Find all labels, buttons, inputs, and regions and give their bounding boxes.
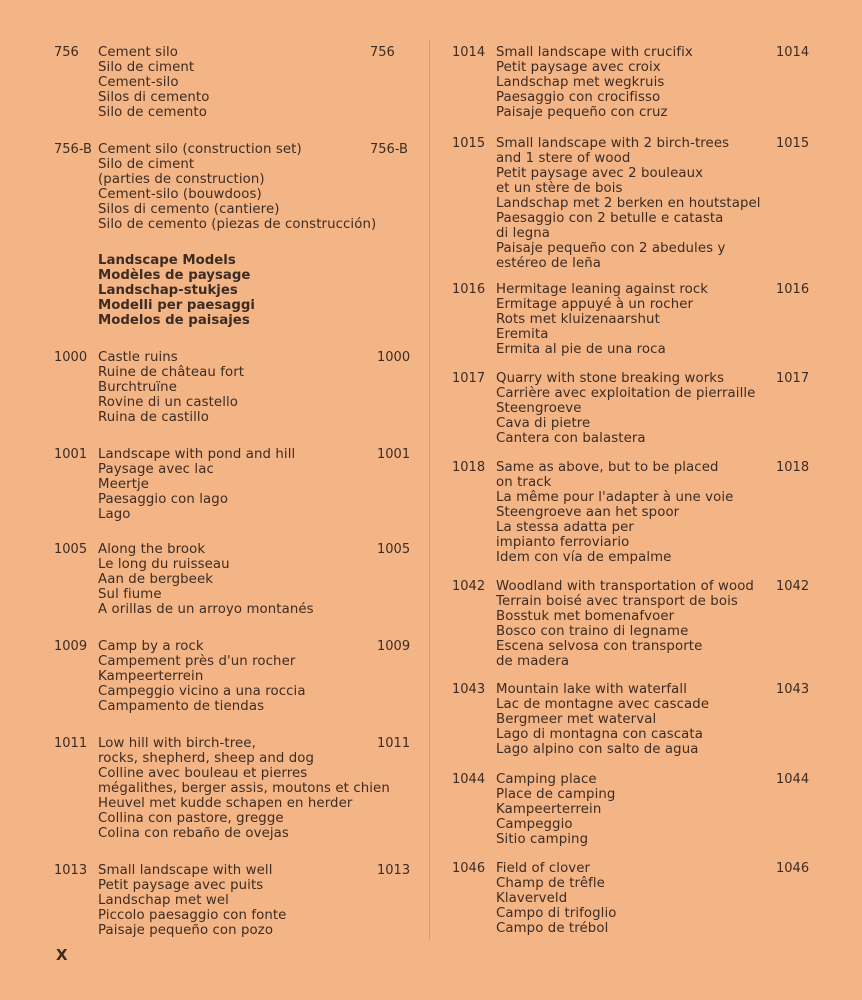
item-name-line: Same as above, but to be placed [496,460,719,475]
item-name-line: Campeggio [496,817,573,832]
item-number-right: 1001 [377,447,411,462]
item-name-line: Klaverveld [496,891,568,906]
item-name-line: Hermitage leaning against rock [496,282,709,297]
item-name-line: Idem con vía de empalme [496,550,672,565]
item-name-line: Silos di cemento (cantiere) [98,202,280,217]
item-name-line: A orillas de un arroyo montanés [98,602,314,617]
item-number: 1042 [452,579,486,594]
item-name-line: Heuvel met kudde schapen en herder [98,796,353,811]
item-number-right: 1046 [776,861,810,876]
right-column [452,45,812,936]
item-name-line: Field of clover [496,861,591,876]
item-names [496,136,812,271]
item-number: 1013 [54,863,88,878]
item-name-line: di legna [496,226,551,241]
item-name-line: Kampeerterrein [496,802,602,817]
item-name-line: Along the brook [98,542,206,557]
item-number-right: 1015 [776,136,810,151]
item-name-line: Low hill with birch-tree, [98,736,256,751]
item-name-line: Sitio camping [496,832,589,847]
item-name-line: Campamento de tiendas [98,699,265,714]
item-number-right: 1011 [377,736,411,751]
item-name-line: Paesaggio con crocifisso [496,90,661,105]
section-heading-line: Modèles de paysage [98,268,251,283]
item-number-right: 1043 [776,682,810,697]
item-name-line: Petit paysage avec puits [98,878,264,893]
item-number: 1001 [54,447,88,462]
item-name-line: Rots met kluizenaarshut [496,312,660,327]
item-number: 1018 [452,460,486,475]
item-name-line: et un stère de bois [496,181,623,196]
item-name-line: Le long du ruisseau [98,557,230,572]
item-name-line: Castle ruins [98,350,178,365]
item-number: 756-B [54,142,92,157]
item-names [496,861,812,936]
catalog-entry [452,136,812,271]
section-heading-line: Landscape Models [98,253,236,268]
item-name-line: Silo de cemento [98,105,207,120]
item-number: 1009 [54,639,88,654]
item-number: 1000 [54,350,88,365]
item-name-line: Steengroeve [496,401,582,416]
item-number: 1017 [452,371,486,386]
section-heading [98,253,414,328]
item-name-line: Paisaje pequeño con cruz [496,105,668,120]
catalog-entry [54,350,414,425]
item-names [98,639,414,714]
item-name-line: Silo de cemento (piezas de construcción) [98,217,377,232]
item-number-right: 1042 [776,579,810,594]
item-name-line: Carrière avec exploitation de pierraille [496,386,756,401]
item-names [496,371,812,446]
catalog-entry [54,639,414,714]
item-names [98,142,414,232]
item-names [98,45,414,120]
item-name-line: Rovine di un castello [98,395,239,410]
item-name-line: Silo de ciment [98,60,195,75]
item-number: 1046 [452,861,486,876]
item-name-line: Lac de montagne avec cascade [496,697,710,712]
item-name-line: Paysage avec lac [98,462,214,477]
catalog-entry [452,772,812,847]
catalog-entry [54,736,414,841]
item-name-line: Campeggio vicino a una roccia [98,684,306,699]
item-number-right: 1014 [776,45,810,60]
item-name-line: Landschap met 2 berken en houtstapel [496,196,761,211]
item-number-right: 1013 [377,863,411,878]
item-number-right: 1016 [776,282,810,297]
item-name-line: Cement silo (construction set) [98,142,302,157]
item-name-line: Sul fiume [98,587,162,602]
item-name-line: Champ de trêfle [496,876,605,891]
item-name-line: Ruina de castillo [98,410,209,425]
item-name-line: Landschap met wegkruis [496,75,665,90]
item-name-line: Lago [98,507,131,522]
item-number-right: 1044 [776,772,810,787]
item-name-line: Campement près d'un rocher [98,654,296,669]
page-number: X [56,946,68,964]
item-name-line: de madera [496,654,570,669]
catalog-entry [54,863,414,938]
item-names [496,772,812,847]
item-name-line: Piccolo paesaggio con fonte [98,908,287,923]
item-name-line: Bergmeer met waterval [496,712,657,727]
item-name-line: Silo de ciment [98,157,195,172]
item-name-line: La même pour l'adapter à une voie [496,490,734,505]
item-name-line: Cantera con balastera [496,431,646,446]
item-names [496,579,812,669]
item-number-right: 1005 [377,542,411,557]
item-name-line: Mountain lake with waterfall [496,682,687,697]
item-names [496,282,812,357]
item-name-line: Silos di cemento [98,90,210,105]
item-name-line: Lago alpino con salto de agua [496,742,699,757]
item-name-line: Landscape with pond and hill [98,447,296,462]
catalog-entry [54,45,414,120]
item-name-line: La stessa adatta per [496,520,634,535]
section-heading-line: Landschap-stukjes [98,283,238,298]
item-name-line: Paisaje pequeño con pozo [98,923,274,938]
item-name-line: Cement-silo (bouwdoos) [98,187,262,202]
item-names [98,350,414,425]
item-number: 1014 [452,45,486,60]
item-name-line: Burchtruïne [98,380,177,395]
item-name-line: Campo di trifoglio [496,906,617,921]
catalog-entry [452,45,812,120]
item-name-line: Kampeerterrein [98,669,204,684]
item-name-line: rocks, shepherd, sheep and dog [98,751,315,766]
section-heading-line: Modelli per paesaggi [98,298,255,313]
item-name-line: Meertje [98,477,150,492]
item-name-line: Colline avec bouleau et pierres [98,766,308,781]
item-name-line: Steengroeve aan het spoor [496,505,680,520]
item-name-line: Petit paysage avec croix [496,60,661,75]
item-name-line: Collina con pastore, gregge [98,811,284,826]
item-name-line: Ermita al pie de una roca [496,342,666,357]
item-name-line: Landschap met wel [98,893,229,908]
catalog-entry [452,579,812,669]
item-name-line: Small landscape with crucifix [496,45,693,60]
item-number-right: 1009 [377,639,411,654]
section-heading-line: Modelos de paisajes [98,313,250,328]
left-column [54,45,414,938]
item-names [496,682,812,757]
item-name-line: Cement silo [98,45,179,60]
item-name-line: Escena selvosa con transporte [496,639,703,654]
item-names [496,45,812,120]
item-name-line: Woodland with transportation of wood [496,579,754,594]
item-number: 1016 [452,282,486,297]
item-name-line: Cement-silo [98,75,179,90]
item-name-line: on track [496,475,552,490]
item-number: 756 [54,45,79,60]
item-number-right: 1018 [776,460,810,475]
item-name-line: Campo de trébol [496,921,609,936]
catalog-entry [452,460,812,565]
item-names [98,447,414,522]
item-names [98,863,414,938]
item-number: 1015 [452,136,486,151]
item-name-line: Camp by a rock [98,639,204,654]
item-name-line: Cava di pietre [496,416,591,431]
item-name-line: Paesaggio con 2 betulle e catasta [496,211,724,226]
item-name-line: (parties de construction) [98,172,265,187]
item-name-line: estéreo de leña [496,256,602,271]
item-name-line: Small landscape with 2 birch-trees [496,136,730,151]
catalog-entry [452,282,812,357]
item-name-line: impianto ferroviario [496,535,630,550]
item-number-right: 756 [370,45,395,60]
item-number-right: 1000 [377,350,411,365]
item-number: 1011 [54,736,88,751]
item-number: 1044 [452,772,486,787]
item-name-line: Lago di montagna con cascata [496,727,703,742]
catalog-entry [54,542,414,617]
item-names [98,736,414,841]
item-name-line: Terrain boisé avec transport de bois [496,594,738,609]
item-name-line: Aan de bergbeek [98,572,214,587]
item-names [496,460,812,565]
item-name-line: Petit paysage avec 2 bouleaux [496,166,704,181]
item-number: 1005 [54,542,88,557]
catalog-entry [54,142,414,232]
item-name-line: Paesaggio con lago [98,492,229,507]
item-name-line: Camping place [496,772,597,787]
item-name-line: Bosco con traino di legname [496,624,689,639]
item-name-line: Ermitage appuyé à un rocher [496,297,694,312]
item-number: 1043 [452,682,486,697]
item-name-line: and 1 stere of wood [496,151,631,166]
item-name-line: Quarry with stone breaking works [496,371,725,386]
item-name-line: Small landscape with well [98,863,273,878]
item-name-line: mégalithes, berger assis, moutons et chien [98,781,390,796]
item-name-line: Place de camping [496,787,616,802]
item-names [98,542,414,617]
catalog-entry [452,371,812,446]
column-divider [429,40,430,940]
catalog-entry [54,447,414,522]
catalog-entry [452,682,812,757]
item-name-line: Ruine de château fort [98,365,245,380]
item-name-line: Colina con rebaño de ovejas [98,826,289,841]
item-name-line: Bosstuk met bomenafvoer [496,609,675,624]
item-name-line: Paisaje pequeño con 2 abedules y [496,241,726,256]
item-number-right: 756-B [370,142,408,157]
catalog-entry [452,861,812,936]
item-name-line: Eremita [496,327,549,342]
item-number-right: 1017 [776,371,810,386]
